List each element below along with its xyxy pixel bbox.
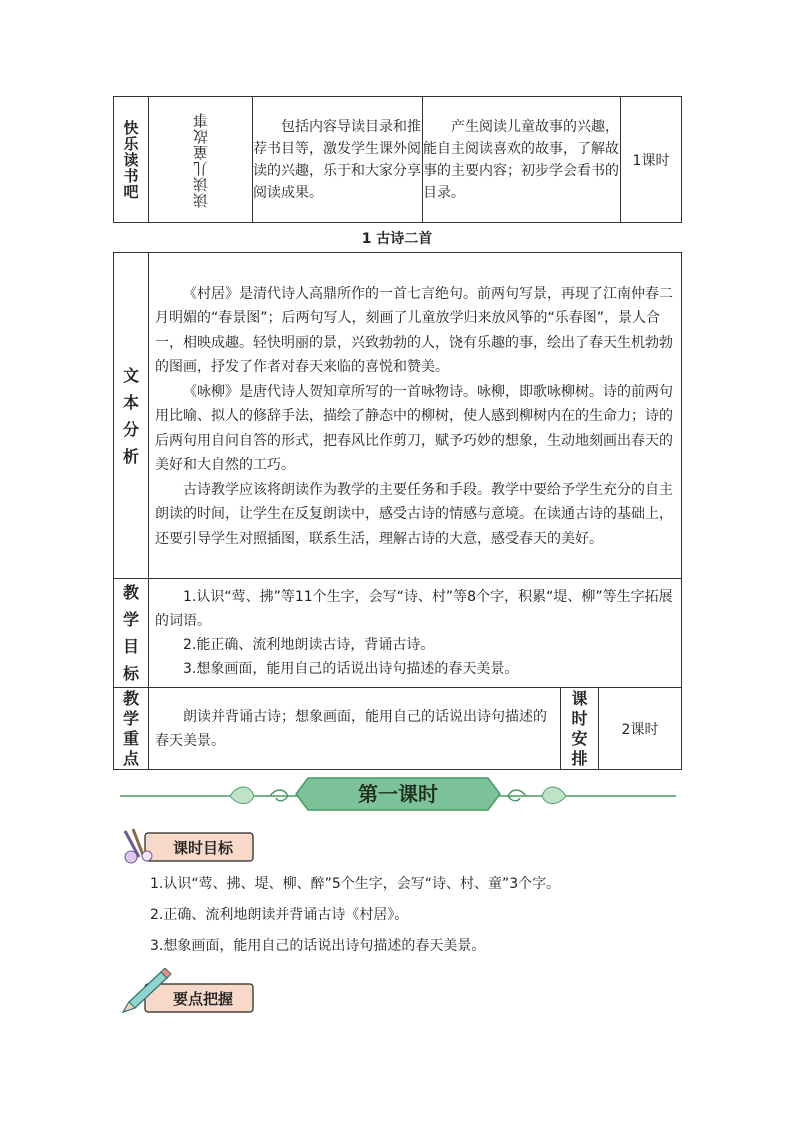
class-goals-tag (117, 825, 257, 867)
schedule-value: 2课时 (599, 688, 682, 770)
objective-item: 1.认识“莺、拂”等11个生字，会写“诗、村”等8个字，积累“堤、柳”等生字拓展的词语。 (155, 589, 673, 629)
objectives-label-cell (114, 579, 149, 688)
objectives-content (149, 579, 682, 688)
top-label: 快乐读书吧 (121, 119, 140, 200)
keypoints-label: 教 学 重 点 (122, 688, 139, 768)
leaf-icon (542, 787, 566, 804)
analysis-paragraph: 《咏柳》是唐代诗人贺知章所写的一首咏物诗。咏柳，即歌咏柳树。诗的前两句用比喻、拟人的修辞手法，描绘了静态中的柳树，使人感到柳树内在的生命力；诗的后两句用自问自答的形式，把春风比作剪刀，赋予巧妙的想象，生动地刻画出春天的美好和大自然的工巧。 (155, 383, 673, 474)
class-goal-item: 1.认识“莺、拂、堤、柳、醉”5个生字，会写“诗、村、童”3个字。 (150, 876, 561, 892)
objectives-label: 教 学 目 标 (122, 583, 139, 683)
analysis-paragraph: 《村居》是清代诗人高鼎所作的一首七言绝句。前两句写景，再现了江南仲春二月明媚的“春景图”；后两句写人，刻画了儿童放学归来放风筝的“乐春图”，景人合一，相映成趣。轻快明丽的景，兴致勃勃的人，饶有乐趣的事，绘出了春天生机勃勃的图画，抒发了作者对春天来临的喜悦和赞美。 (155, 285, 673, 376)
analysis-paragraph: 古诗教学应该将朗读作为教学的主要任务和手段。教学中要给予学生充分的自主朗读的时间，让学生在反复朗读中，感受古诗的情感与意境。在读通古诗的基础上，还要引导学生对照插图，联系生活，理解古诗的大意，感受春天的美好。 (155, 481, 673, 547)
class-goals-list (150, 874, 680, 956)
class-goals-tag-label: 课时目标 (172, 839, 234, 857)
top-label-cell (114, 97, 149, 223)
keypoints-label-cell (114, 688, 149, 770)
analysis-label: 文 本 分 析 (122, 365, 139, 466)
topic-text: 读读儿童故事 (191, 111, 210, 208)
keypoints-content (149, 688, 561, 770)
schedule-label: 课 时 安 排 (571, 688, 588, 768)
keypoints-text: 朗读并背诵古诗；想象画面，能用自己的话说出诗句描述的春天美景。 (155, 708, 547, 749)
goal-cell: 产生阅读儿童故事的兴趣，能自主阅读喜欢的故事，了解故事的主要内容；初步学会看书的目录。 (423, 97, 621, 223)
analysis-label-cell (114, 253, 149, 579)
content-cell: 包括内容导读目录和推荐书目等，激发学生课外阅读的兴趣，乐于和大家分享阅读成果。 (253, 97, 423, 223)
lesson-title: 1 古诗二首 (361, 231, 433, 247)
key-grasp-tag-label: 要点把握 (172, 990, 234, 1008)
topic-cell (149, 97, 253, 223)
top-table (113, 96, 682, 223)
main-table (113, 252, 682, 770)
analysis-content (149, 253, 682, 579)
leaf-icon (230, 787, 254, 804)
hours-cell: 1课时 (621, 97, 682, 223)
class-goal-item: 2.正确、流利地朗读并背诵古诗《村居》。 (150, 907, 409, 923)
objective-item: 3.想象画面，能用自己的话说出诗句描述的春天美景。 (183, 661, 519, 677)
key-grasp-tag (117, 968, 257, 1018)
banner-title: 第一课时 (358, 782, 438, 806)
objective-item: 2.能正确、流利地朗读古诗，背诵古诗。 (183, 637, 435, 653)
schedule-label-cell (561, 688, 599, 770)
lesson-banner (120, 772, 676, 816)
class-goal-item: 3.想象画面，能用自己的话说出诗句描述的春天美景。 (150, 938, 486, 954)
